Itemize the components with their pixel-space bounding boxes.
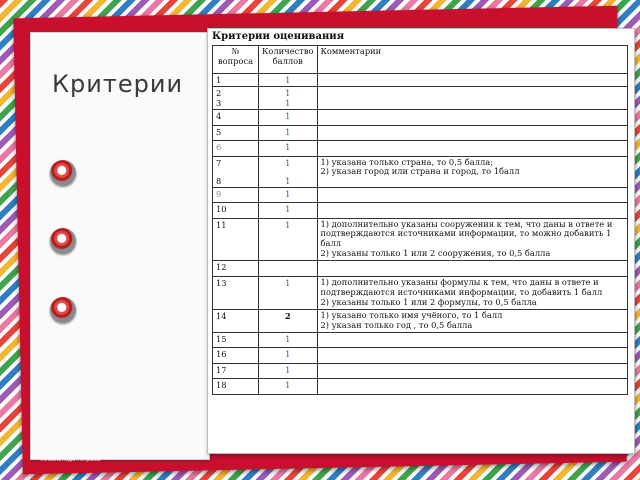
question-number: 15 (213, 332, 259, 348)
table-row (213, 125, 628, 141)
points-value: 1 (259, 125, 318, 141)
bullet-icon (50, 160, 76, 186)
comment-cell (317, 125, 627, 141)
points-value: 1 (259, 379, 318, 395)
comment-cell (317, 74, 627, 87)
question-number: 12 (213, 261, 259, 277)
comment-cell (317, 379, 627, 395)
question-number: 11 (213, 218, 259, 261)
criteria-table (212, 45, 628, 395)
points-value: 1 (259, 348, 318, 364)
table-row (213, 332, 628, 348)
table-row (213, 110, 628, 126)
comment-cell (317, 87, 627, 110)
comment-cell: 1) указана только страна, то 0,5 балла; 2) указан город или страна и город, то 1балл (317, 156, 627, 187)
question-number: 2 3 (213, 87, 259, 110)
bullet-icon (50, 297, 76, 323)
question-number: 10 (213, 203, 259, 219)
header-points: Количество баллов (259, 46, 318, 74)
header-question-number: № вопроса (213, 46, 259, 74)
points-value: 1 (259, 74, 318, 87)
comment-cell: 1) указано только имя учёного, то 1 балл 2) указан только год , то 0,5 балла (317, 309, 627, 332)
table-header-row (213, 46, 628, 74)
points-value: 1 1 (259, 87, 318, 110)
points-value: 2 (259, 309, 318, 332)
bullet-icon (50, 228, 76, 254)
points-value: 1 (259, 203, 318, 219)
question-number: 5 (213, 125, 259, 141)
comment-cell (317, 363, 627, 379)
table-row (213, 348, 628, 364)
criteria-document (207, 28, 635, 454)
question-number: 6 (213, 141, 259, 157)
comment-cell (317, 261, 627, 277)
table-row (213, 203, 628, 219)
table-row (213, 74, 628, 87)
comment-cell (317, 110, 627, 126)
table-row (213, 309, 628, 332)
question-number: 4 (213, 110, 259, 126)
table-row (213, 261, 628, 277)
question-number: 17 (213, 363, 259, 379)
question-number: 13 (213, 276, 259, 309)
points-value: 1 (259, 276, 318, 309)
table-row (213, 363, 628, 379)
points-value: 1 (259, 218, 318, 261)
header-comments: Комментарии (317, 46, 627, 74)
table-row (213, 379, 628, 395)
document-title: Критерии оценивания (212, 31, 345, 42)
table-row (213, 87, 628, 110)
slide-title: Критерии (52, 70, 184, 98)
question-number: 7 8 (213, 156, 259, 187)
table-row (213, 187, 628, 203)
comment-cell: 1) дополнительно указаны сооружения к тем, что даны в ответе и подтверждаются источниками информации, то можно добавить 1 балл 2) указаны только 1 или 2 сооружения, то 0,5 балла (317, 218, 627, 261)
points-value: 1 (259, 332, 318, 348)
points-value: 1 (259, 363, 318, 379)
question-number: 1 (213, 74, 259, 87)
points-value: 1 1 (259, 156, 318, 187)
question-number: 14 (213, 309, 259, 332)
table-row (213, 276, 628, 309)
table-row (213, 156, 628, 187)
comment-cell (317, 141, 627, 157)
comment-cell (317, 203, 627, 219)
comment-cell (317, 187, 627, 203)
points-value (259, 261, 318, 277)
comment-cell: 1) дополнительно указаны формулы к тем, что даны в ответе и подтверждаются источниками информации, то добавить 1 балл 2) указаны только 1 или 2 формулы, то 0,5 балла (317, 276, 627, 309)
table-row (213, 218, 628, 261)
points-value: 1 (259, 110, 318, 126)
points-value: 1 (259, 141, 318, 157)
comment-cell (317, 348, 627, 364)
question-number: 9 (213, 187, 259, 203)
question-number: 18 (213, 379, 259, 395)
points-value: 1 (259, 187, 318, 203)
table-row (213, 141, 628, 157)
question-number: 16 (213, 348, 259, 364)
author-credit: ©Фокина Лидия Петровна (40, 457, 101, 463)
comment-cell (317, 332, 627, 348)
